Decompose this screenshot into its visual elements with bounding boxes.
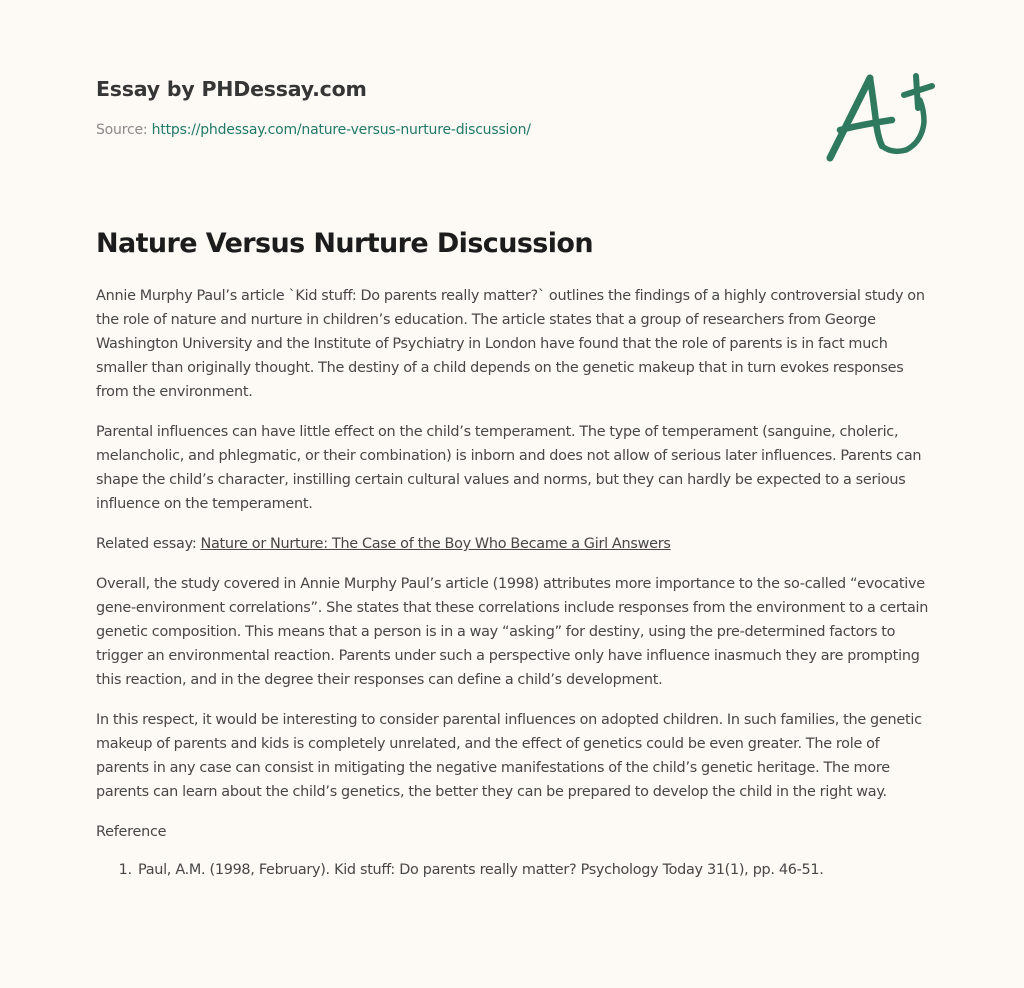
reference-heading: Reference <box>96 824 167 840</box>
related-essay-link[interactable]: Nature or Nurture: The Case of the Boy Who Became a Girl Answers <box>200 536 671 552</box>
article <box>96 224 936 882</box>
site-header <box>96 74 796 140</box>
related-essay-label: Related essay: <box>96 536 201 552</box>
reference-list <box>96 858 936 882</box>
paragraph-3: Overall, the study covered in Annie Murphy Paul’s article (1998) attributes more importance to the so-called “evocative gene-environment correlations”. She states that these correlations include responses from the environment to a certain genetic composition. This means that a person is in a way “asking” for destiny, using the pre-determined factors to trigger an environmental reaction. Parents under such a perspective only have influence inasmuch they are prompting this reaction, and in the degree their responses can define a child’s development. <box>96 576 929 688</box>
source-link[interactable]: https://phdessay.com/nature-versus-nurture-discussion/ <box>151 122 531 138</box>
source-line <box>96 120 796 140</box>
reference-item: 1. Paul, A.M. (1998, February). Kid stuff: Do parents really matter? Psychology Today 31(1), pp. 46-51. <box>136 858 936 882</box>
page-title: Nature Versus Nurture Discussion <box>96 228 594 259</box>
paragraph-4: In this respect, it would be interesting to consider parental influences on adopted children. In such families, the genetic makeup of parents and kids is completely unrelated, and the effect of genetics could be even greater. The role of parents in any case can consist in mitigating the negative manifestations of the child’s genetic heritage. The more parents can learn about the child’s genetics, the better they can be prepared to develop the child in the right way. <box>96 712 922 800</box>
source-label: Source: <box>96 122 152 138</box>
paragraph-2: Parental influences can have little effect on the child’s temperament. The type of temperament (sanguine, choleric, melancholic, and phlegmatic, or their combination) is inborn and does not allow of serious later influences. Parents can shape the child’s character, instilling certain cultural values and norms, but they can hardly be expected to a serious influence on the temperament. <box>96 424 922 512</box>
a-plus-grade-icon <box>818 64 936 164</box>
paragraph-1: Annie Murphy Paul’s article `Kid stuff: Do parents really matter?` outlines the findings of a highly controversial study on the role of nature and nurture in children’s education. The article states that a group of researchers from George Washington University and the Institute of Psychiatry in London have found that the role of parents is in fact much smaller than originally thought. The destiny of a child depends on the genetic makeup that in turn evokes responses from the environment. <box>96 288 925 400</box>
related-essay <box>96 532 936 556</box>
site-title: Essay by PHDessay.com <box>96 77 367 101</box>
